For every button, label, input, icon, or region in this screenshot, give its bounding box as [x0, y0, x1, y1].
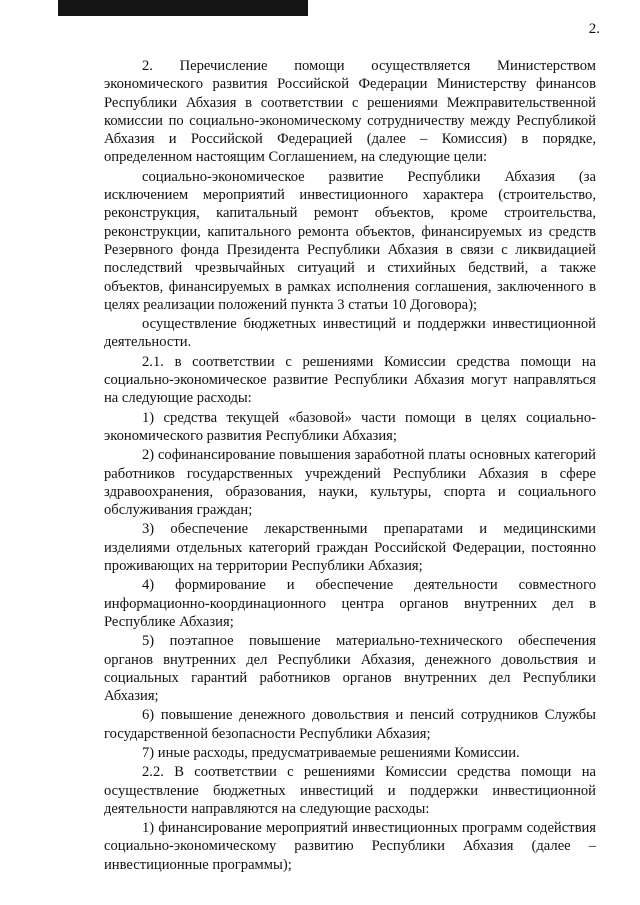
list-item-2-1-4: 4) формирование и обеспечение деятельности совместного информационно-координационного центра органов внутренних дел в Республике Абхазия; [104, 577, 596, 630]
list-item-2-1-7: 7) иные расходы, предусматриваемые решениями Комиссии. [142, 744, 520, 761]
page-number: 2. [588, 21, 600, 37]
document-body [104, 57, 596, 875]
list-item-2-1-6: 6) повышение денежного довольствия и пенсий сотрудников Службы государственной безопасности Республики Абхазия; [104, 707, 596, 742]
list-item-2-1-5: 5) поэтапное повышение материально-технического обеспечения органов внутренних дел Республики Абхазия, денежного довольствия и социальных гарантий работников органов внутренних дел Республики Абхазия; [104, 633, 596, 705]
scan-edge-bar [58, 0, 308, 16]
list-item-2-1-3: 3) обеспечение лекарственными препаратами и медицинскими изделиями отдельных категорий граждан Российской Федерации, постоянно проживающих на территории Республики Абхазия; [104, 521, 596, 575]
list-item-2-2-1: 1) финансирование мероприятий инвестиционных программ содействия социально-экономическому развитию Республики Абхазия (далее – инвестиционные программы); [104, 820, 596, 873]
list-item-2-1-2: 2) софинансирование повышения заработной платы основных категорий работников государственных учреждений Республики Абхазия в сфере здравоохранения, образования, науки, культуры, спорта и социального обслуживания граждан; [104, 447, 596, 519]
paragraph-2-2: 2.2. В соответствии с решениями Комиссии средства помощи на осуществление бюджетных инвестиций и поддержки инвестиционной деятельности направляются на следующие расходы: [104, 764, 596, 817]
paragraph-2: 2. Перечисление помощи осуществляется Министерством экономического развития Российской Федерации Министерству финансов Республики Абхазия в соответствии с решениями Межправительственной комиссии по социально-экономическому сотрудничеству между Республикой Абхазия и Российской Федерацией (далее – Комиссия) в порядке, определенном настоящим Соглашением, на следующие цели: [104, 58, 596, 166]
paragraph-goal-investments: осуществление бюджетных инвестиций и поддержки инвестиционной деятельности. [104, 316, 596, 351]
paragraph-goal-social-economic: социально-экономическое развитие Республики Абхазия (за исключением мероприятий инвестиционного характера (строительство, реконструкция, капитальный ремонт объектов, кроме строительства, реконструкции, капитального ремонта объектов, финансируемых из средств Резервного фонда Президента Республики Абхазия в связи с ликвидацией последствий чрезвычайных ситуаций и стихийных бедствий, а также объектов, финансируемых в рамках исполнения соглашения, заключенного в целях реализации положений пункта 3 статьи 10 Договора); [104, 168, 596, 313]
paragraph-2-1: 2.1. в соответствии с решениями Комиссии средства помощи на социально-экономическое развитие Республики Абхазия могут направляться на следующие расходы: [104, 353, 596, 407]
list-item-2-1-1: 1) средства текущей «базовой» части помощи в целях социально-экономического развития Республики Абхазия; [104, 409, 596, 444]
